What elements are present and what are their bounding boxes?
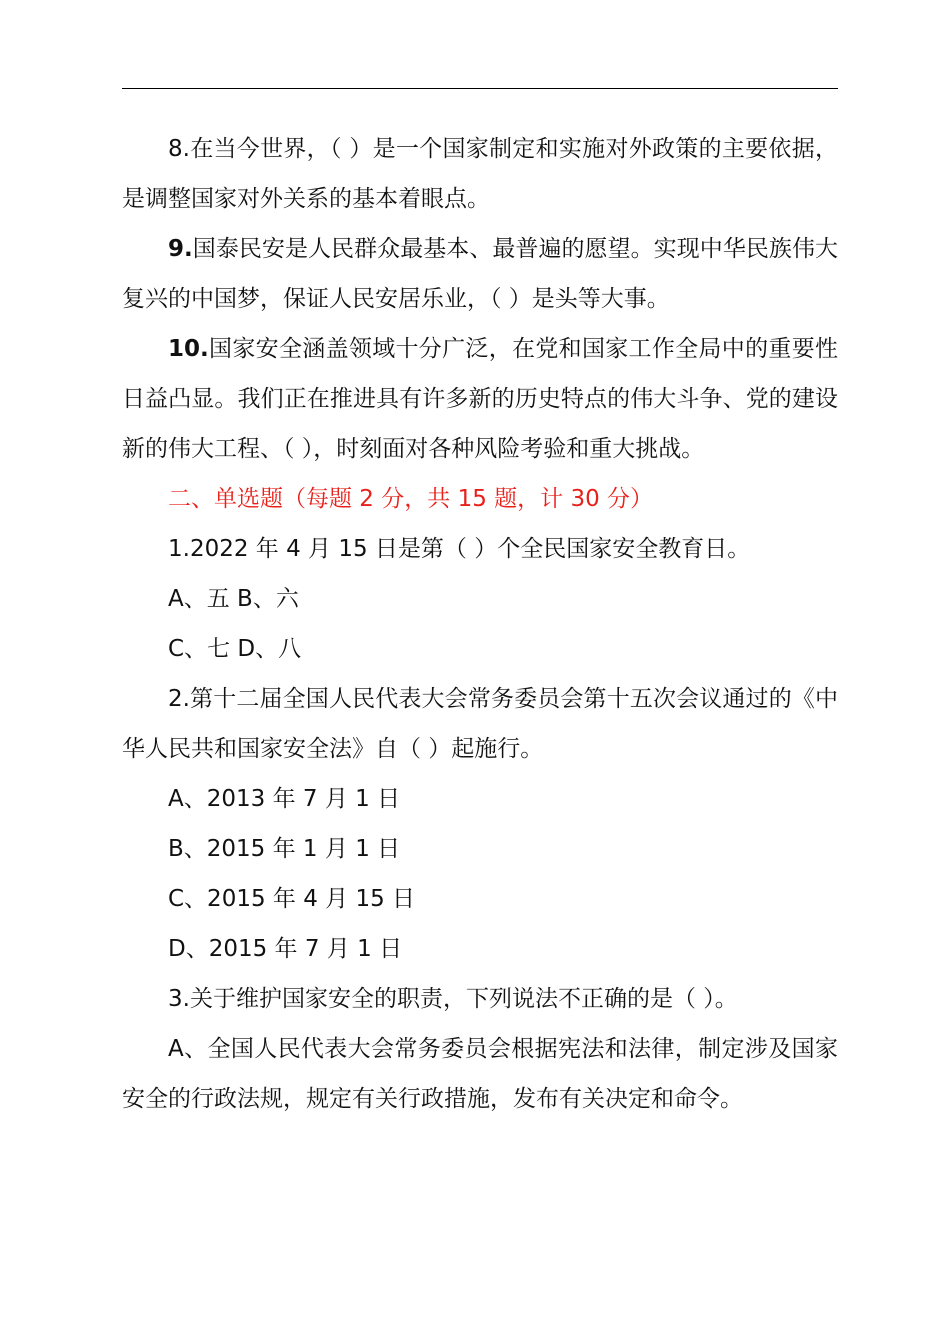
question-9	[122, 224, 838, 324]
question-10	[122, 324, 838, 474]
question-9-text: 国泰民安是人民群众最基本、最普遍的愿望。实现中华民族伟大复兴的中国梦，保证人民安居乐业，（ ）是头等大事。	[122, 236, 838, 312]
mc-question-3: 3.关于维护国家安全的职责，下列说法不正确的是（ ）。	[168, 986, 738, 1012]
question-8-text: 在当今世界，（ ）是一个国家制定和实施对外政策的主要依据，是调整国家对外关系的基本着眼点。	[122, 136, 838, 212]
mc-question-2: 2.第十二届全国人民代表大会常务委员会第十五次会议通过的《中华人民共和国家安全法》自（ ）起施行。	[122, 686, 838, 762]
mc-2-option-d: D、2015 年 7 月 1 日	[168, 936, 403, 962]
mc-3-option-a: A、全国人民代表大会常务委员会根据宪法和法律，制定涉及国家安全的行政法规，规定有关行政措施，发布有关决定和命令。	[122, 1036, 838, 1112]
section-heading: 二、单选题（每题 2 分，共 15 题，计 30 分）	[168, 486, 654, 512]
question-10-text: 国家安全涵盖领域十分广泛，在党和国家工作全局中的重要性日益凸显。我们正在推进具有许多新的历史特点的伟大斗争、党的建设新的伟大工程、（ ），时刻面对各种风险考验和重大挑战。	[122, 336, 838, 462]
document-body	[122, 124, 838, 1124]
header-rule	[122, 88, 838, 89]
question-9-number: 9.	[168, 236, 193, 262]
mc-2-option-a: A、2013 年 7 月 1 日	[168, 786, 401, 812]
question-10-number: 10.	[168, 336, 209, 362]
mc-1-option-row-2: C、七 D、八	[168, 636, 302, 662]
mc-2-option-c: C、2015 年 4 月 15 日	[168, 886, 416, 912]
mc-question-1: 1.2022 年 4 月 15 日是第（ ）个全民国家安全教育日。	[168, 536, 751, 562]
mc-1-option-row-1: A、五 B、六	[168, 586, 299, 612]
mc-2-option-b: B、2015 年 1 月 1 日	[168, 836, 401, 862]
question-8-number: 8.	[168, 136, 190, 162]
question-8	[122, 124, 838, 224]
